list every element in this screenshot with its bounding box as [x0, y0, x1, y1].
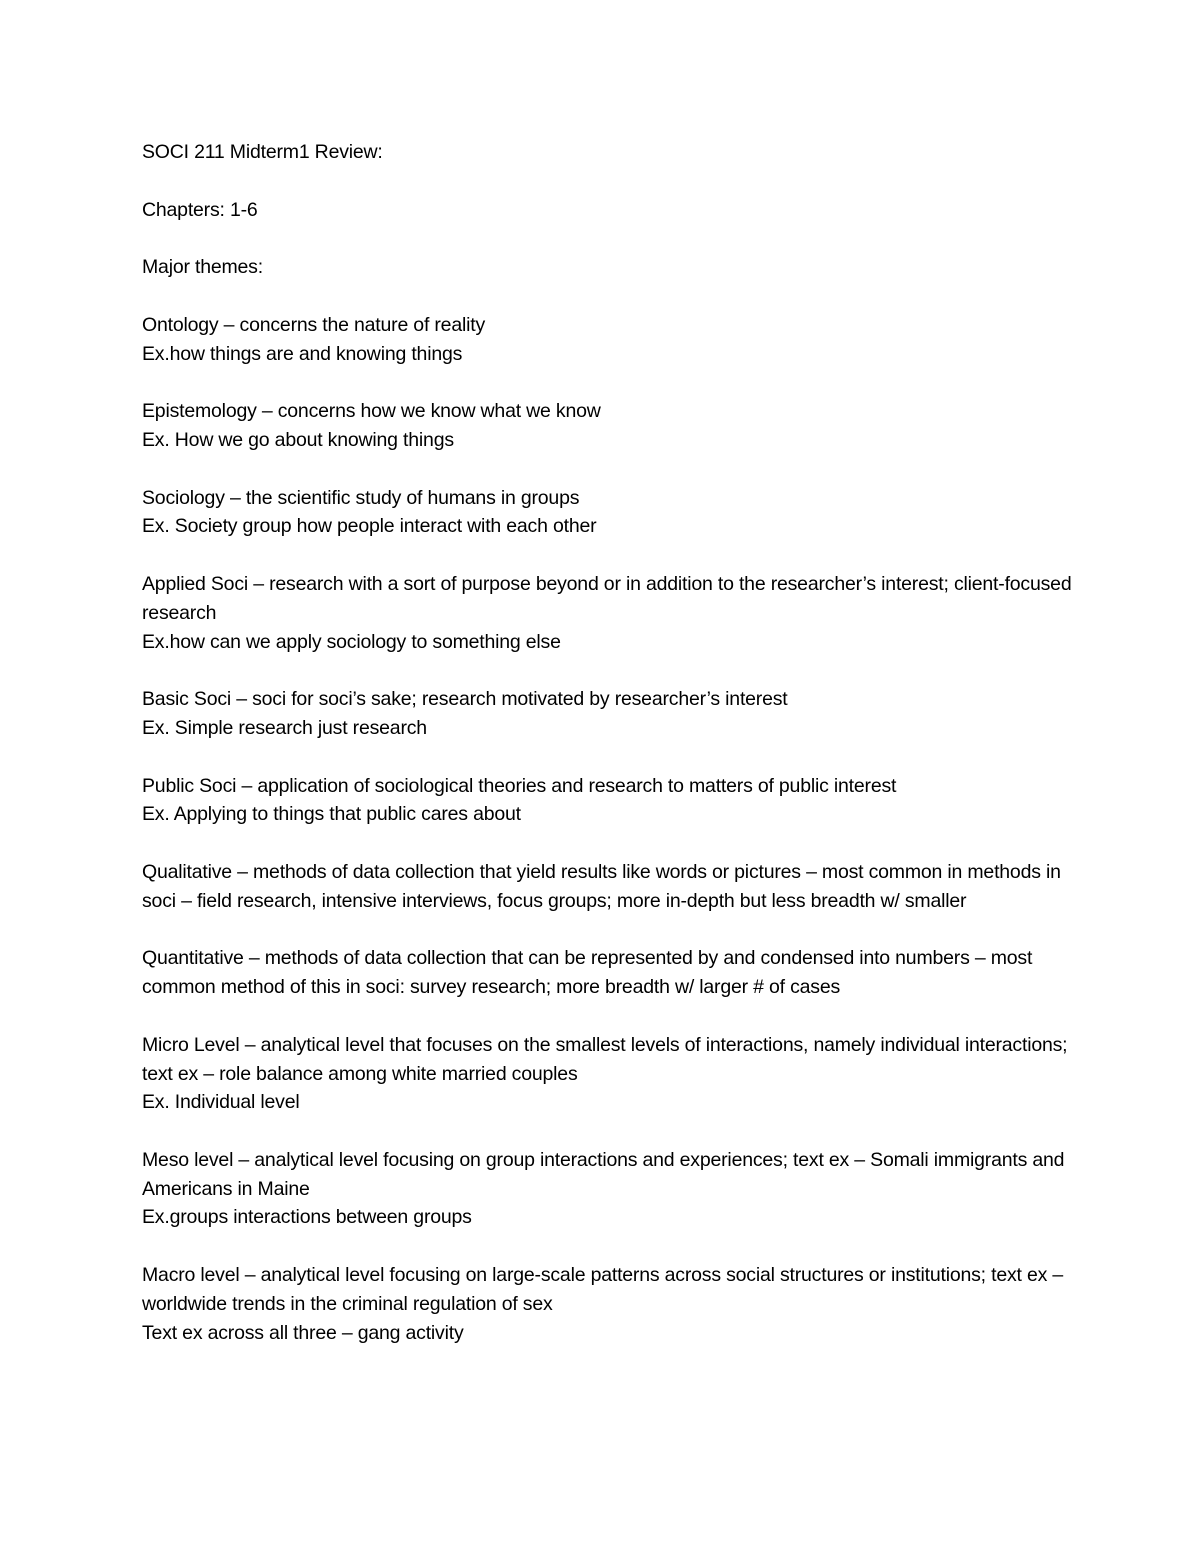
- major-themes-block: [142, 253, 1072, 282]
- entry-example: Ex. Individual level: [142, 1091, 300, 1114]
- entry-public-soci: [142, 772, 1072, 830]
- entry-example: Ex.how can we apply sociology to something else: [142, 630, 561, 653]
- entry-definition: Applied Soci – research with a sort of purpose beyond or in addition to the researcher’s interest; client-focused research: [142, 572, 1072, 624]
- entry-example: Text ex across all three – gang activity: [142, 1321, 464, 1344]
- entry-basic-soci: [142, 685, 1072, 743]
- entry-example: Ex.groups interactions between groups: [142, 1206, 472, 1229]
- entry-example: Ex. Simple research just research: [142, 716, 427, 739]
- entry-definition: Public Soci – application of sociological theories and research to matters of public interest: [142, 774, 897, 797]
- entry-example: Ex. Society group how people interact with each other: [142, 515, 597, 538]
- entry-ontology: [142, 311, 1072, 369]
- major-themes-heading: Major themes:: [142, 256, 263, 279]
- entry-micro-level: [142, 1031, 1072, 1117]
- entry-applied-soci: [142, 570, 1072, 656]
- entry-definition: Qualitative – methods of data collection that yield results like words or pictures – most common in methods in soci – field research, intensive interviews, focus groups; more in-depth but less breadth w/ smaller: [142, 860, 1061, 912]
- entry-definition: Quantitative – methods of data collection that can be represented by and condensed into numbers – most common method of this in soci: survey research; more breadth w/ larger # of cases: [142, 947, 1033, 999]
- entry-qualitative: [142, 858, 1072, 916]
- document-title: SOCI 211 Midterm1 Review:: [142, 141, 383, 163]
- entry-definition: Meso level – analytical level focusing on group interactions and experiences; text ex – Somali immigrants and Americans in Maine: [142, 1148, 1065, 1200]
- entry-quantitative: [142, 944, 1072, 1002]
- entry-epistemology: [142, 397, 1072, 455]
- entry-definition: Sociology – the scientific study of humans in groups: [142, 486, 580, 509]
- entry-definition: Epistemology – concerns how we know what we know: [142, 400, 601, 423]
- entry-macro-level: [142, 1261, 1072, 1347]
- entry-example: Ex. Applying to things that public cares about: [142, 803, 521, 826]
- chapters-line: Chapters: 1-6: [142, 198, 258, 221]
- document-body: [142, 138, 1072, 1376]
- entry-definition: Ontology – concerns the nature of reality: [142, 313, 486, 336]
- entry-sociology: [142, 484, 1072, 542]
- title-block: [142, 138, 1072, 167]
- entry-example: Ex. How we go about knowing things: [142, 428, 454, 451]
- entry-definition: Macro level – analytical level focusing on large-scale patterns across social structures or institutions; text ex – worldwide trends in the criminal regulation of sex: [142, 1264, 1064, 1315]
- entry-definition: Basic Soci – soci for soci’s sake; research motivated by researcher’s interest: [142, 688, 788, 711]
- entry-definition: Micro Level – analytical level that focuses on the smallest levels of interactions, namely individual interactions; text ex – role balance among white married couples: [142, 1033, 1068, 1085]
- entry-meso-level: [142, 1146, 1072, 1232]
- chapters-block: [142, 196, 1072, 225]
- entry-example: Ex.how things are and knowing things: [142, 342, 463, 365]
